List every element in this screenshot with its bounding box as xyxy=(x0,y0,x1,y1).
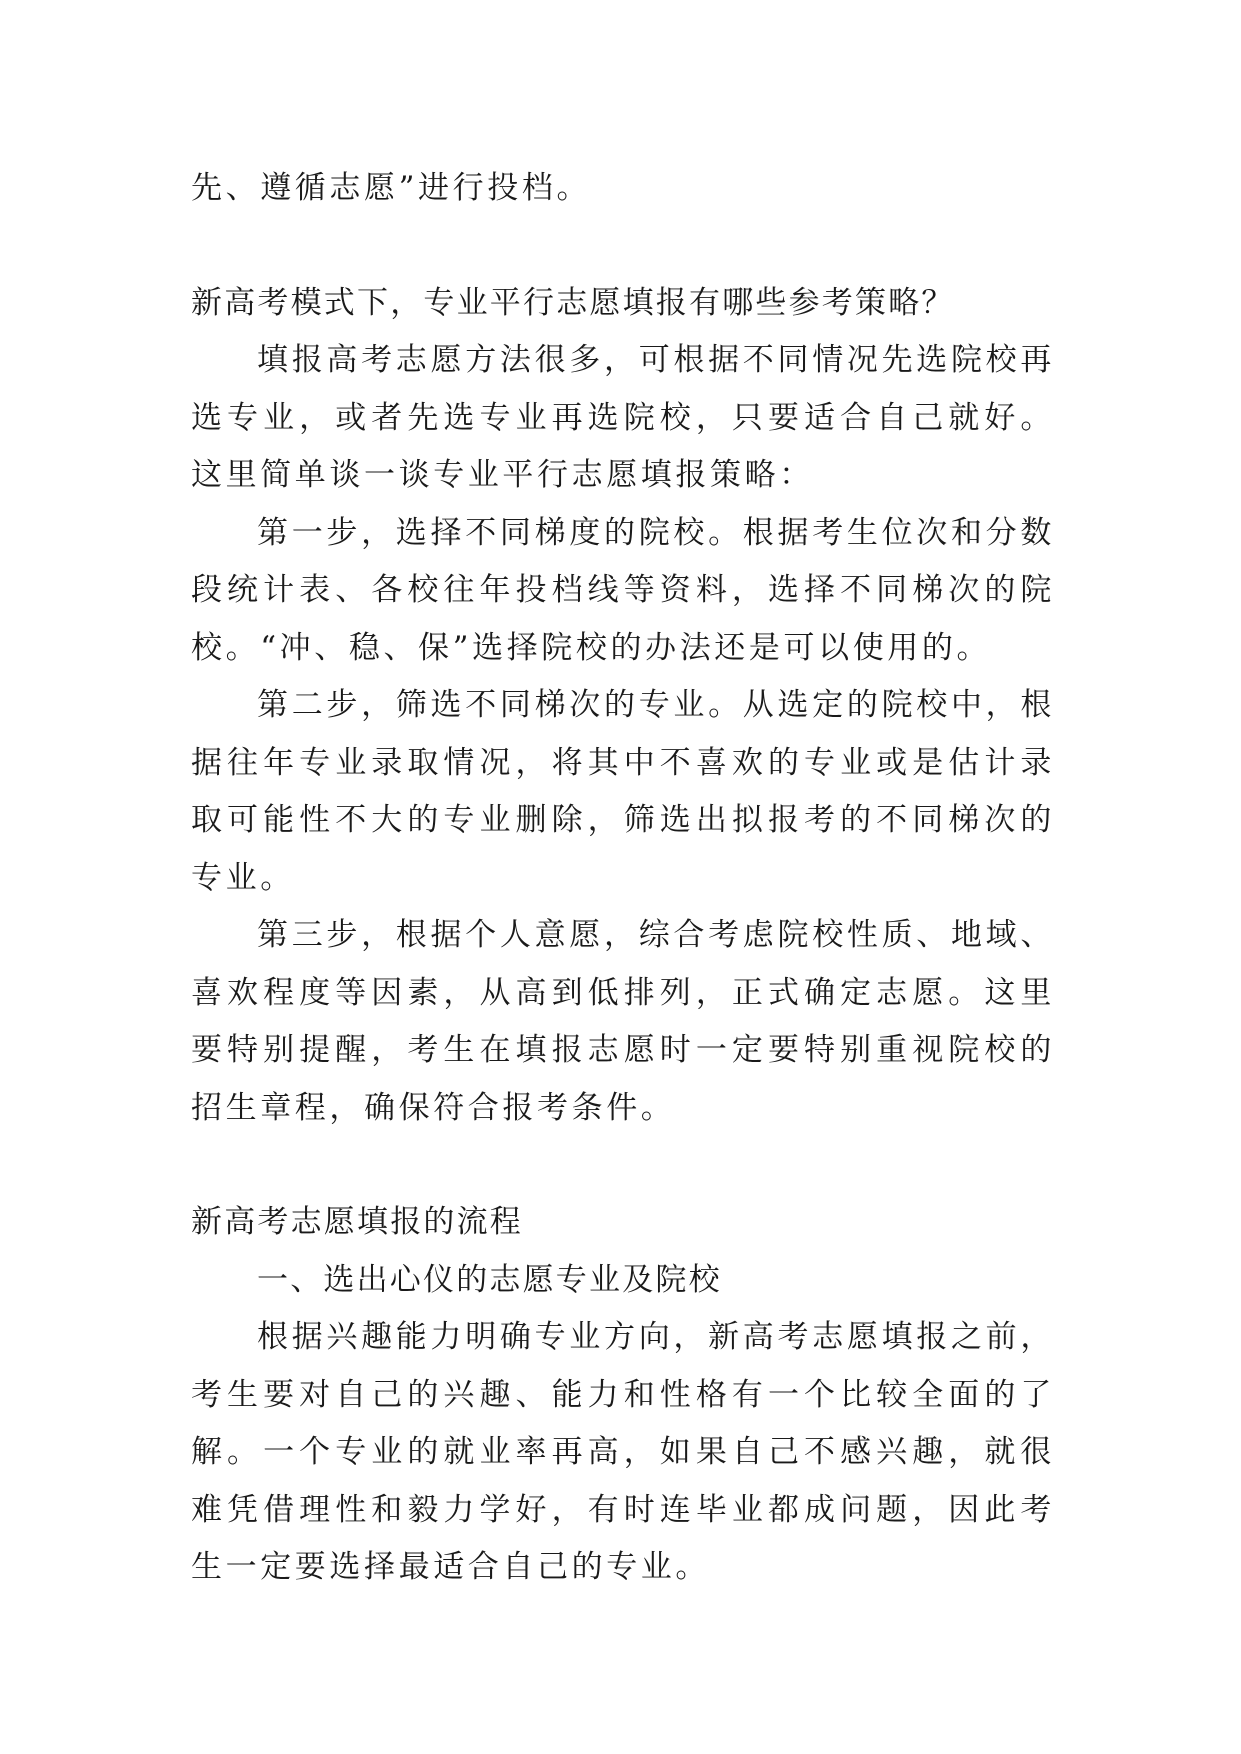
paragraph-interest-ability: 根据兴趣能力明确专业方向，新高考志愿填报之前，考生要对自己的兴趣、能力和性格有一个比较全面的了解。一个专业的就业率再高，如果自己不感兴趣，就很难凭借理性和毅力学好，有时连毕业都成问题，因此考生一定要选择最适合自己的专业。 xyxy=(191,1319,1055,1585)
section-heading-process: 新高考志愿填报的流程 xyxy=(191,1204,523,1240)
subsection-heading-choose: 一、选出心仪的志愿专业及院校 xyxy=(257,1261,722,1298)
paragraph-step-three: 第三步，根据个人意愿，综合考虑院校性质、地域、喜欢程度等因素，从高到低排列，正式确定志愿。这里要特别提醒，考生在填报志愿时一定要特别重视院校的招生章程，确保符合报考条件。 xyxy=(191,917,1055,1126)
paragraph-step-two: 第二步，筛选不同梯次的专业。从选定的院校中，根据往年专业录取情况，将其中不喜欢的专业或是估计录取可能性不大的专业删除，筛选出拟报考的不同梯次的专业。 xyxy=(191,687,1055,896)
document-body xyxy=(191,160,1055,1597)
paragraph-strategy-intro: 填报高考志愿方法很多，可根据不同情况先选院校再选专业，或者先选专业再选院校，只要适合自己就好。这里简单谈一谈专业平行志愿填报策略： xyxy=(191,342,1055,493)
paragraph-step-one: 第一步，选择不同梯度的院校。根据考生位次和分数段统计表、各校往年投档线等资料，选择不同梯次的院校。“冲、稳、保”选择院校的办法还是可以使用的。 xyxy=(191,514,1055,666)
section-heading-strategy: 新高考模式下，专业平行志愿填报有哪些参考策略？ xyxy=(191,284,955,321)
paragraph-continuation: 先、遵循志愿”进行投档。 xyxy=(191,170,592,206)
